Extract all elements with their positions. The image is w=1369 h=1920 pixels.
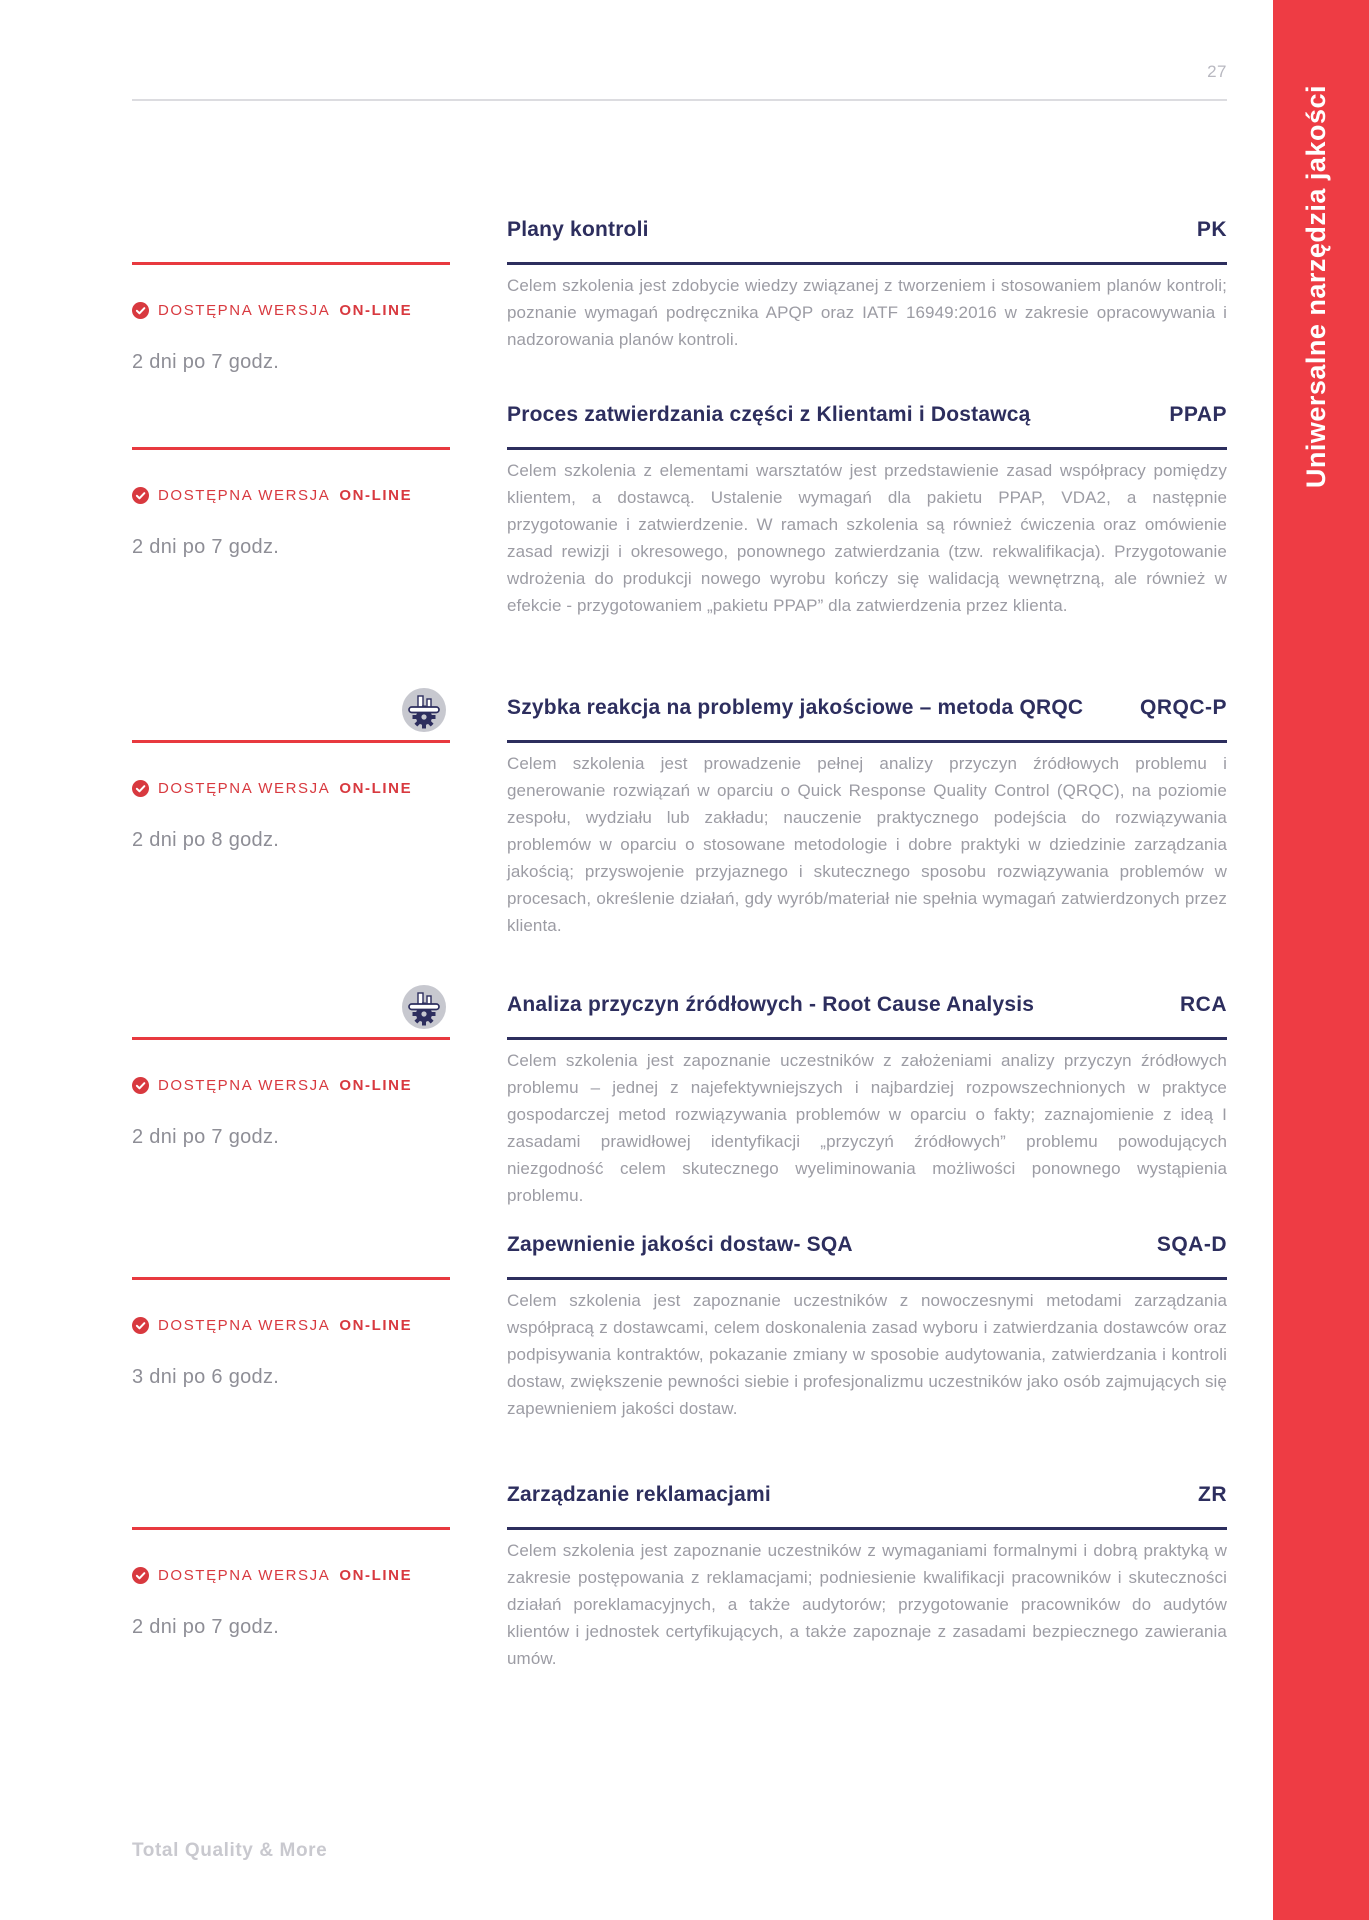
course-code: ZR [1198,1483,1227,1506]
online-availability-badge [132,487,412,504]
course-title-row [507,401,1227,429]
course-duration: 3 dni po 6 godz. [132,1366,280,1388]
course-duration: 2 dni po 7 godz. [132,351,280,373]
badge-highlight: ON-LINE [339,1077,413,1094]
footer-logo: Total Quality & More [132,1840,328,1861]
online-availability-badge [132,1077,412,1094]
course-code: PK [1196,218,1227,241]
course-title: Analiza przyczyn źródłowych - Root Cause Analysis [507,993,1035,1016]
course-code: SQA-D [1156,1233,1227,1256]
course-title: Proces zatwierdzania części z Klientami i Dostawcą [507,403,1031,426]
meta-divider [132,447,450,450]
check-circle-icon [132,1317,149,1334]
check-circle-icon [132,487,149,504]
badge-highlight: ON-LINE [339,1317,413,1334]
course-code: RCA [1180,993,1227,1016]
badge-highlight: ON-LINE [339,487,413,504]
course-code: QRQC-P [1140,696,1227,719]
meta-divider [132,262,450,265]
course-duration: 2 dni po 7 godz. [132,1126,280,1148]
meta-divider [132,1277,450,1280]
badge-text: DOSTĘPNA WERSJA [158,780,331,797]
course-title: Plany kontroli [507,218,649,241]
online-availability-badge [132,302,412,319]
course-code: PPAP [1169,403,1227,426]
workshop-gear-icon [402,688,446,732]
header-rule [132,99,1227,101]
course-description: Celem szkolenia jest zapoznanie uczestników z wymaganiami formalnymi i dobrą praktyką w zakresie postępowania z reklamacjami; podniesienie kwalifikacji pracowników i skuteczności działań poreklamacyjnych, a także audytorów; przygotowanie pracowników do audytów klientów i jednostek certyfikujących, a także zapoznaje z zasadami bezpiecznego zawierania umów. [507,1541,1227,1668]
check-circle-icon [132,1077,149,1094]
badge-text: DOSTĘPNA WERSJA [158,1567,331,1584]
badge-text: DOSTĘPNA WERSJA [158,1317,331,1334]
workshop-gear-icon [402,985,446,1029]
badge-highlight: ON-LINE [339,302,413,319]
course-duration: 2 dni po 7 godz. [132,536,280,558]
course-title-row [507,216,1227,244]
category-sidebar [1273,0,1369,1920]
title-underline [507,1277,1227,1280]
check-circle-icon [132,780,149,797]
title-underline [507,740,1227,743]
course-duration: 2 dni po 7 godz. [132,1616,280,1638]
badge-text: DOSTĘPNA WERSJA [158,1077,331,1094]
title-underline [507,1527,1227,1530]
title-underline [507,447,1227,450]
badge-highlight: ON-LINE [339,780,413,797]
online-availability-badge [132,1317,412,1334]
course-description: Celem szkolenia jest zdobycie wiedzy związanej z tworzeniem i stosowaniem planów kontroli; poznanie wymagań podręcznika APQP oraz IATF 16949:2016 w zakresie opracowywania i nadzorowania planów kontroli. [507,276,1227,349]
page-number: 27 [1207,62,1227,81]
meta-divider [132,1037,450,1040]
course-description: Celem szkolenia jest zapoznanie uczestników z założeniami analizy przyczyn źródłowych problemu – jednej z najefektywniejszych i najbardziej rozpowszechnionych w praktyce gospodarczej metod rozwiązywania problemów w oparciu o fakty; zaznajomienie z ideą I zasadami prawidłowej identyfikacji „przyczyń źródłowych” problemu powodujących niezgodność celem skutecznego wyeliminowania możliwości ponownego wystąpienia problemu. [507,1051,1227,1205]
course-title: Szybka reakcja na problemy jakościowe – metoda QRQC [507,696,1084,719]
course-title-row [507,1231,1227,1259]
meta-divider [132,1527,450,1530]
meta-divider [132,740,450,743]
course-title-row [507,1481,1227,1509]
course-title: Zarządzanie reklamacjami [507,1483,771,1506]
check-circle-icon [132,1567,149,1584]
badge-text: DOSTĘPNA WERSJA [158,487,331,504]
check-circle-icon [132,302,149,319]
title-underline [507,262,1227,265]
course-description: Celem szkolenia z elementami warsztatów jest przedstawienie zasad współpracy pomiędzy klientem, a dostawcą. Ustalenie wymagań dla pakietu PPAP, VDA2, a następnie przygotowanie i zatwierdzenie. W ramach szkolenia są również ćwiczenia oraz omówienie zasad rewizji i okresowego, ponownego zatwierdzania (tzw. rekwalifikacja). Przygotowanie wdrożenia do produkcji nowego wyrobu kończy się walidacją wewnętrzną, ale również w efekcie - przygotowaniem „pakietu PPAP” dla zatwierdzenia przez klienta. [507,461,1227,615]
course-title-row [507,694,1227,722]
course-duration: 2 dni po 8 godz. [132,829,280,851]
online-availability-badge [132,780,412,797]
course-title-row [507,991,1227,1019]
category-label: Uniwersalne narzędzia jakości [1301,85,1331,489]
online-availability-badge [132,1567,412,1584]
badge-text: DOSTĘPNA WERSJA [158,302,331,319]
course-description: Celem szkolenia jest zapoznanie uczestników z nowoczesnymi metodami zarządzania współpracą z dostawcami, celem doskonalenia zasad wyboru i zatwierdzania dostawców oraz podpisywania kontraktów, pokazanie zmiany w sposobie audytowania, zatwierdzania i kontroli dostaw, zwiększenie pewności siebie i profesjonalizmu uczestników jako osób zajmujących się zapewnieniem jakości dostaw. [507,1291,1227,1418]
badge-highlight: ON-LINE [339,1567,413,1584]
title-underline [507,1037,1227,1040]
course-description: Celem szkolenia jest prowadzenie pełnej analizy przyczyn źródłowych problemu i generowanie rozwiązań w oparciu o Quick Response Quality Control (QRQC), na poziomie zespołu, wydziału lub zakładu; nauczenie praktycznego podejścia do rozwiązywania problemów w oparciu o stosowane metodologie i dobre praktyki w dziedzinie zarządzania jakością; przyswojenie przyjaznego i skutecznego sposobu rozwiązywania problemów w procesach, określenie działań, gdy wyrób/materiał nie spełnia wymagań zatwierdzonych przez klienta. [507,754,1227,935]
course-title: Zapewnienie jakości dostaw- SQA [507,1233,853,1256]
